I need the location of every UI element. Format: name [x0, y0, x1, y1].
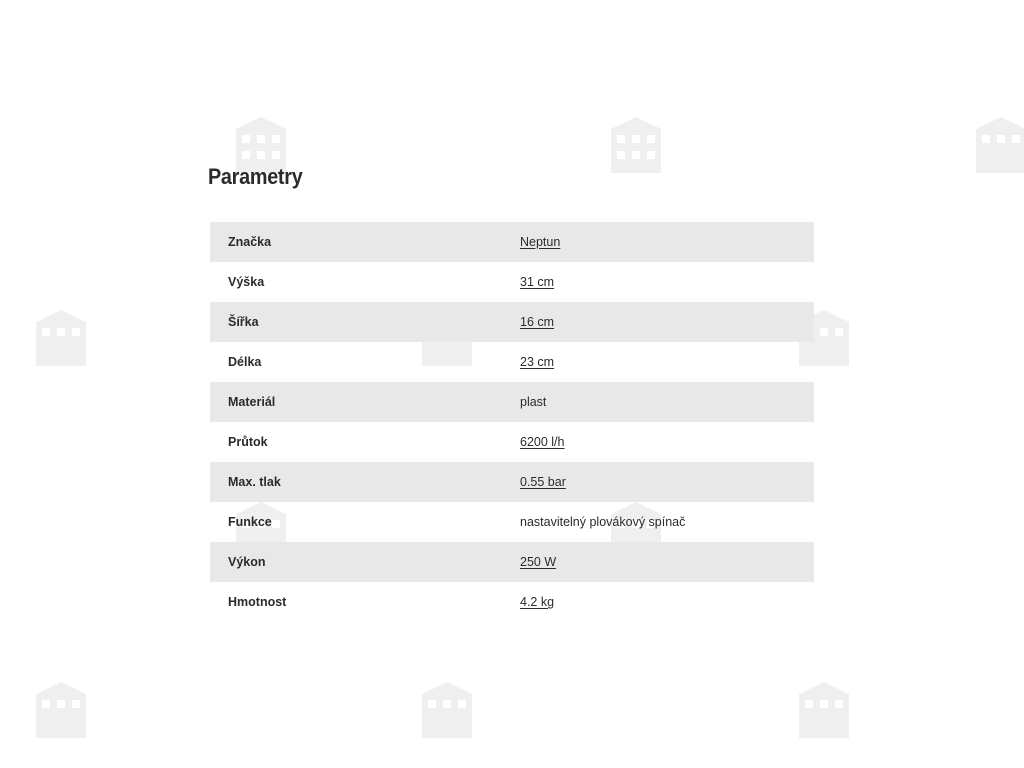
param-value-link[interactable]: 250 W: [520, 555, 557, 569]
building-watermark-icon: [795, 680, 853, 742]
table-row: [210, 382, 814, 422]
section-title: Parametry: [208, 164, 303, 189]
param-value-cell: [520, 222, 814, 262]
table-row: [210, 342, 814, 382]
building-watermark-icon: [32, 308, 90, 370]
building-watermark-icon: [32, 680, 90, 742]
param-label: Hmotnost: [228, 595, 287, 609]
param-label: Průtok: [228, 435, 268, 449]
param-value-link[interactable]: 23 cm: [520, 355, 555, 369]
building-watermark-icon: [418, 680, 476, 742]
param-value-cell: [520, 582, 814, 622]
table-row: [210, 262, 814, 302]
param-value-cell: [520, 462, 814, 502]
param-label: Výkon: [228, 555, 266, 569]
param-value-text: plast: [520, 395, 547, 409]
param-value-cell: [520, 502, 814, 542]
table-row: [210, 422, 814, 462]
param-label: Značka: [228, 235, 272, 249]
parameters-table: [210, 222, 814, 622]
param-value-link[interactable]: 16 cm: [520, 315, 555, 329]
table-row: [210, 302, 814, 342]
param-value-cell: [520, 422, 814, 462]
param-value-cell: [520, 382, 814, 422]
param-value-cell: [520, 542, 814, 582]
param-value-link[interactable]: 4.2 kg: [520, 595, 555, 609]
parameters-section: [208, 160, 816, 609]
param-value-cell: [520, 262, 814, 302]
param-label: Funkce: [228, 515, 272, 529]
table-row: [210, 462, 814, 502]
table-row: [210, 542, 814, 582]
param-value-cell: [520, 302, 814, 342]
param-label: Max. tlak: [228, 475, 281, 489]
param-value-link[interactable]: 6200 l/h: [520, 435, 565, 449]
param-value-text: nastavitelný plovákový spínač: [520, 515, 686, 529]
table-row: [210, 582, 814, 622]
building-watermark-icon: [972, 115, 1024, 177]
table-row: [210, 222, 814, 262]
param-label: Délka: [228, 355, 262, 369]
param-value-link[interactable]: Neptun: [520, 235, 561, 249]
param-label: Materiál: [228, 395, 276, 409]
table-row: [210, 502, 814, 542]
param-value-link[interactable]: 31 cm: [520, 275, 555, 289]
param-value-cell: [520, 342, 814, 382]
param-value-link[interactable]: 0.55 bar: [520, 475, 566, 489]
param-label: Výška: [228, 275, 265, 289]
param-label: Šířka: [228, 315, 259, 329]
